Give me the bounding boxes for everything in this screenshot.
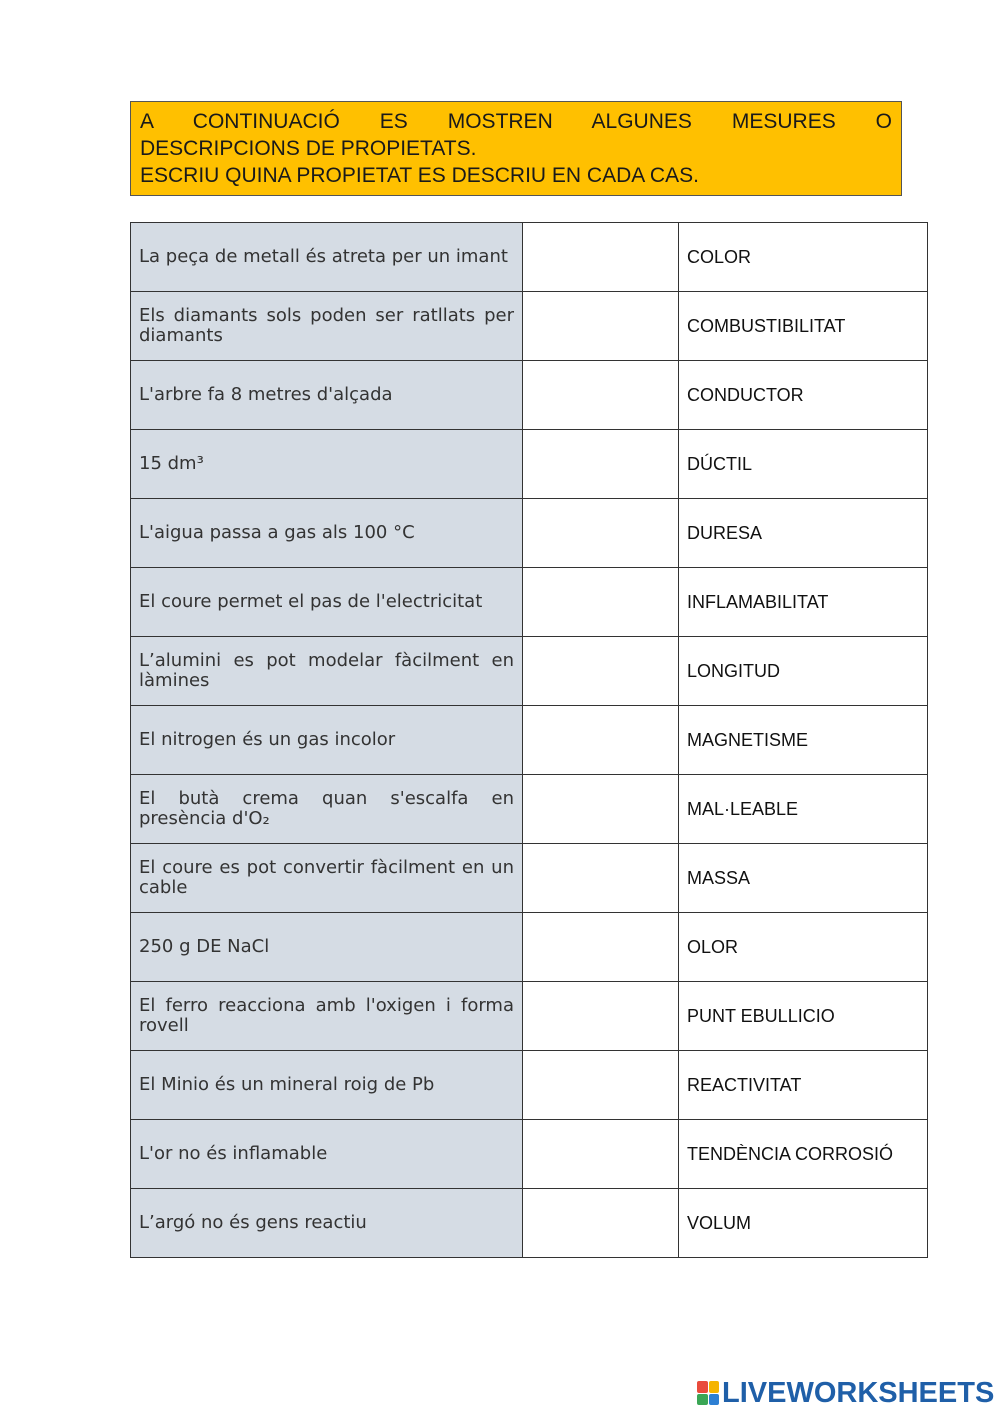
answer-cell — [523, 1189, 679, 1258]
table-row — [131, 637, 928, 706]
property-description: La peça de metall és atreta per un imant — [131, 223, 523, 292]
property-description: El coure permet el pas de l'electricitat — [131, 568, 523, 637]
answer-input[interactable] — [531, 364, 674, 426]
property-option: INFLAMABILITAT — [679, 568, 928, 637]
answer-input[interactable] — [531, 847, 674, 909]
answer-cell — [523, 430, 679, 499]
answer-input[interactable] — [531, 295, 674, 357]
answer-input[interactable] — [531, 916, 674, 978]
property-option: MAL·LEABLE — [679, 775, 928, 844]
property-description: 15 dm³ — [131, 430, 523, 499]
answer-input[interactable] — [531, 709, 674, 771]
table-row — [131, 913, 928, 982]
answer-cell — [523, 982, 679, 1051]
table-row — [131, 775, 928, 844]
answer-cell — [523, 292, 679, 361]
answer-input[interactable] — [531, 985, 674, 1047]
property-description: L’argó no és gens reactiu — [131, 1189, 523, 1258]
answer-cell — [523, 499, 679, 568]
property-option: COMBUSTIBILITAT — [679, 292, 928, 361]
property-description: 250 g DE NaCl — [131, 913, 523, 982]
answer-cell — [523, 913, 679, 982]
property-description: L'aigua passa a gas als 100 °C — [131, 499, 523, 568]
table-row — [131, 706, 928, 775]
table-row — [131, 844, 928, 913]
table-row — [131, 499, 928, 568]
table-row — [131, 1120, 928, 1189]
properties-table-body — [131, 223, 928, 1258]
answer-input[interactable] — [531, 433, 674, 495]
table-row — [131, 430, 928, 499]
table-row — [131, 568, 928, 637]
property-description: El butà crema quan s'escalfa en presència d'O₂ — [131, 775, 523, 844]
logo-square-red — [697, 1381, 708, 1393]
logo-square-yellow — [709, 1381, 720, 1393]
liveworksheets-logo-icon — [697, 1381, 719, 1405]
property-description: Els diamants sols poden ser ratllats per diamants — [131, 292, 523, 361]
table-row — [131, 1051, 928, 1120]
logo-square-blue — [709, 1394, 720, 1406]
property-option: REACTIVITAT — [679, 1051, 928, 1120]
answer-input[interactable] — [531, 502, 674, 564]
answer-input[interactable] — [531, 1192, 674, 1254]
answer-cell — [523, 361, 679, 430]
instructions-line-3: ESCRIU QUINA PROPIETAT ES DESCRIU EN CADA CAS. — [140, 164, 699, 187]
answer-input[interactable] — [531, 226, 674, 288]
logo-text: LIVEWORKSHEETS — [722, 1376, 995, 1409]
instructions-box — [130, 101, 902, 196]
property-option: LONGITUD — [679, 637, 928, 706]
answer-cell — [523, 1051, 679, 1120]
answer-cell — [523, 775, 679, 844]
table-row — [131, 292, 928, 361]
instructions-line-2: DESCRIPCIONS DE PROPIETATS. — [140, 137, 477, 160]
answer-cell — [523, 706, 679, 775]
property-description: El coure es pot convertir fàcilment en un cable — [131, 844, 523, 913]
property-option: VOLUM — [679, 1189, 928, 1258]
property-description: El Minio és un mineral roig de Pb — [131, 1051, 523, 1120]
table-row — [131, 982, 928, 1051]
answer-input[interactable] — [531, 640, 674, 702]
table-row — [131, 1189, 928, 1258]
answer-cell — [523, 637, 679, 706]
property-option: TENDÈNCIA CORROSIÓ — [679, 1120, 928, 1189]
answer-cell — [523, 1120, 679, 1189]
table-row — [131, 223, 928, 292]
instructions-line-1: A CONTINUACIÓ ES MOSTREN ALGUNES MESURES O — [140, 110, 892, 133]
property-option: MASSA — [679, 844, 928, 913]
property-option: PUNT EBULLICIO — [679, 982, 928, 1051]
property-option: DÚCTIL — [679, 430, 928, 499]
properties-table — [130, 222, 928, 1258]
table-row — [131, 361, 928, 430]
property-option: MAGNETISME — [679, 706, 928, 775]
property-description: L'or no és inflamable — [131, 1120, 523, 1189]
answer-input[interactable] — [531, 1123, 674, 1185]
answer-cell — [523, 223, 679, 292]
answer-input[interactable] — [531, 1054, 674, 1116]
answer-input[interactable] — [531, 571, 674, 633]
answer-cell — [523, 568, 679, 637]
property-option: CONDUCTOR — [679, 361, 928, 430]
property-description: El nitrogen és un gas incolor — [131, 706, 523, 775]
liveworksheets-logo — [697, 1378, 994, 1408]
property-option: COLOR — [679, 223, 928, 292]
property-description: L'arbre fa 8 metres d'alçada — [131, 361, 523, 430]
logo-square-green — [697, 1394, 708, 1406]
answer-cell — [523, 844, 679, 913]
property-description: L’alumini es pot modelar fàcilment en làmines — [131, 637, 523, 706]
property-description: El ferro reacciona amb l'oxigen i forma rovell — [131, 982, 523, 1051]
property-option: OLOR — [679, 913, 928, 982]
answer-input[interactable] — [531, 778, 674, 840]
property-option: DURESA — [679, 499, 928, 568]
